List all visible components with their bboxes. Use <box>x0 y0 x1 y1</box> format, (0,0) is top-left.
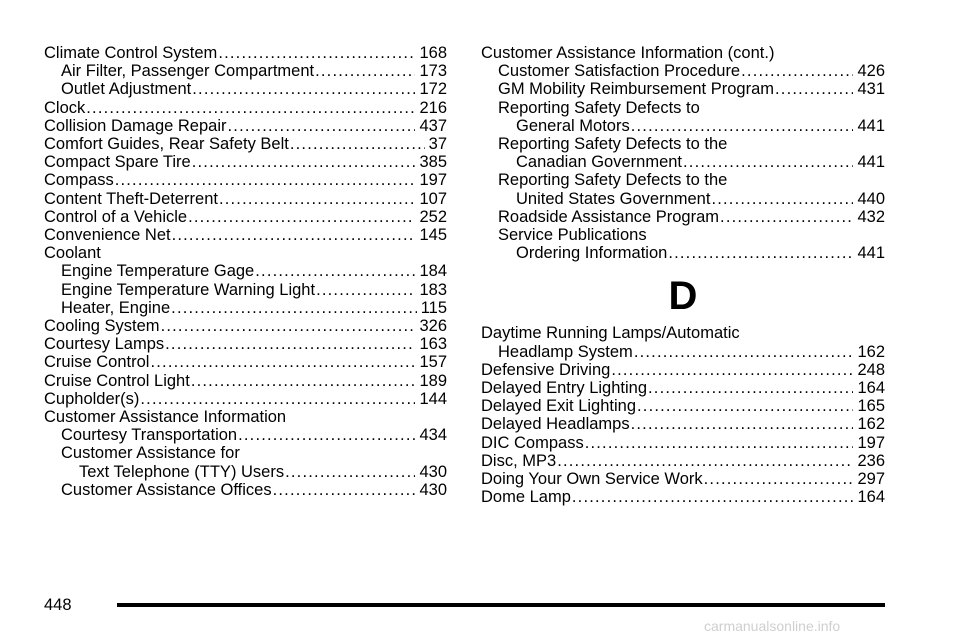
dot-leader <box>637 397 853 415</box>
dot-leader <box>115 171 416 189</box>
index-entry <box>481 470 885 488</box>
index-entry <box>44 463 447 481</box>
index-entry <box>481 415 885 433</box>
index-entry-text: General Motors <box>516 116 630 135</box>
index-entry-page: 430 <box>419 480 447 499</box>
index-entry-page: 441 <box>857 244 885 263</box>
dot-leader <box>668 244 853 262</box>
index-entry-page: 297 <box>857 470 885 489</box>
dot-leader <box>218 44 415 62</box>
index-entry-page: 440 <box>857 189 885 208</box>
index-entry-text: Climate Control System <box>44 44 218 62</box>
index-entry-page: 173 <box>419 62 447 81</box>
index-entry <box>481 434 885 452</box>
index-entry <box>481 324 885 342</box>
index-entry-page: 162 <box>857 415 885 434</box>
index-entry-text: Cooling System <box>44 317 160 336</box>
index-entry <box>481 379 885 397</box>
dot-leader <box>648 379 853 397</box>
index-entry <box>481 153 885 171</box>
dot-leader <box>255 262 415 280</box>
dot-leader <box>316 281 415 299</box>
dot-leader <box>572 488 854 506</box>
index-entry <box>481 135 885 153</box>
index-entry-page: 430 <box>419 462 447 481</box>
index-entry-text: Engine Temperature Gage <box>61 262 255 281</box>
index-entry <box>44 262 447 280</box>
index-entry-text: GM Mobility Reimbursement Program <box>498 80 774 99</box>
dot-leader <box>191 372 416 390</box>
index-entry-text: Delayed Exit Lighting <box>481 397 637 416</box>
index-entry-text: Service Publications <box>498 226 647 245</box>
index-entry <box>44 171 447 189</box>
index-entry <box>481 244 885 262</box>
index-entry-text: Air Filter, Passenger Compartment <box>61 62 315 81</box>
index-entry-text: Reporting Safety Defects to the <box>498 171 728 190</box>
index-entry-page: 145 <box>419 226 447 245</box>
index-entry <box>44 444 447 462</box>
index-entry-text: Dome Lamp <box>481 488 571 507</box>
index-entry-page: 248 <box>857 360 885 379</box>
index-entry-page: 183 <box>419 280 447 299</box>
dot-leader <box>171 299 417 317</box>
dot-leader <box>741 62 853 80</box>
index-entry <box>44 226 447 244</box>
index-entry <box>481 343 885 361</box>
dot-leader <box>192 80 415 98</box>
index-entry-page: 157 <box>419 353 447 372</box>
dot-leader <box>315 62 415 80</box>
dot-leader <box>711 190 853 208</box>
dot-leader <box>290 135 425 153</box>
index-entry-page: 434 <box>419 426 447 445</box>
index-entry-text: Compact Spare Tire <box>44 153 191 172</box>
index-entry-page: 431 <box>857 80 885 99</box>
index-entry-page: 37 <box>428 135 447 154</box>
index-entry <box>481 171 885 189</box>
index-entry <box>44 281 447 299</box>
index-entry-text: Courtesy Lamps <box>44 335 165 354</box>
index-entry-text: Collision Damage Repair <box>44 116 227 135</box>
dot-leader <box>172 226 416 244</box>
index-entry-text: Reporting Safety Defects to <box>498 98 700 117</box>
footer-rule <box>117 603 885 607</box>
dot-leader <box>165 335 415 353</box>
index-column-left <box>44 44 447 499</box>
index-entry <box>44 244 447 262</box>
dot-leader <box>161 317 416 335</box>
index-entry-text: Customer Satisfaction Procedure <box>498 62 741 81</box>
dot-leader <box>683 153 853 171</box>
index-entry <box>481 80 885 98</box>
dot-leader <box>188 208 415 226</box>
index-entry-text: Disc, MP3 <box>481 451 557 470</box>
index-entry-text: Canadian Government <box>516 153 683 172</box>
index-entry-text: Ordering Information <box>516 244 668 263</box>
index-entry <box>481 452 885 470</box>
dot-leader <box>219 190 416 208</box>
index-entry-page: 326 <box>419 317 447 336</box>
index-entry-text: Outlet Adjustment <box>61 80 192 99</box>
dot-leader <box>285 463 415 481</box>
index-entry-page: 164 <box>857 488 885 507</box>
index-entry-page: 426 <box>857 62 885 81</box>
index-entry <box>44 62 447 80</box>
index-entry-text: Customer Assistance Information (cont.) <box>481 44 775 62</box>
index-entry-page: 165 <box>857 397 885 416</box>
index-entry <box>44 44 447 62</box>
index-entry <box>44 80 447 98</box>
index-entry <box>44 335 447 353</box>
index-entry-text: Customer Assistance Information <box>44 408 287 427</box>
dot-leader <box>192 153 416 171</box>
index-entry <box>44 153 447 171</box>
dot-leader <box>720 208 853 226</box>
index-entry-page: 162 <box>857 342 885 361</box>
index-entry-page: 236 <box>857 451 885 470</box>
index-entry-text: Daytime Running Lamps/Automatic <box>481 324 740 343</box>
index-entry-page: 197 <box>419 171 447 190</box>
index-entry <box>481 208 885 226</box>
index-entry-page: 197 <box>857 433 885 452</box>
index-column-right <box>481 44 885 506</box>
dot-leader <box>238 426 415 444</box>
index-entry <box>44 99 447 117</box>
index-entry-page: 441 <box>857 116 885 135</box>
section-heading-d: D <box>668 274 698 319</box>
index-entry-page: 163 <box>419 335 447 354</box>
index-entry-page: 216 <box>419 98 447 117</box>
index-entry <box>44 426 447 444</box>
dot-leader <box>631 415 854 433</box>
index-entry-text: Cruise Control Light <box>44 371 190 390</box>
index-entry-page: 189 <box>419 371 447 390</box>
index-entry <box>44 299 447 317</box>
dot-leader <box>611 361 853 379</box>
index-entry-text: Compass <box>44 171 114 190</box>
index-entry <box>481 190 885 208</box>
index-entry <box>481 361 885 379</box>
index-entry-page: 432 <box>857 207 885 226</box>
index-entry <box>481 488 885 506</box>
dot-leader <box>557 452 853 470</box>
index-entry-text: Content Theft-Deterrent <box>44 189 218 208</box>
index-entry-text: Text Telephone (TTY) Users <box>79 462 285 481</box>
index-entry <box>481 99 885 117</box>
dot-leader <box>631 117 854 135</box>
index-group-d <box>481 324 885 506</box>
watermark: carmanualsonline.info <box>704 618 841 634</box>
index-entry-text: Cruise Control <box>44 353 150 372</box>
index-entry-text: Doing Your Own Service Work <box>481 470 703 489</box>
index-group-customer-assistance-cont <box>481 44 885 262</box>
index-entry-page: 441 <box>857 153 885 172</box>
index-entry-page: 144 <box>419 389 447 408</box>
index-entry-text: Headlamp System <box>498 342 633 361</box>
index-entry-page: 115 <box>420 298 447 317</box>
index-entry <box>44 190 447 208</box>
index-entry <box>44 117 447 135</box>
page-number: 448 <box>44 596 72 614</box>
dot-leader <box>140 390 415 408</box>
index-entry-page: 252 <box>419 207 447 226</box>
index-entry <box>44 135 447 153</box>
dot-leader <box>585 434 854 452</box>
index-entry-text: Heater, Engine <box>61 298 171 317</box>
index-entry-text: Convenience Net <box>44 226 171 245</box>
index-entry <box>44 353 447 371</box>
index-entry-text: Roadside Assistance Program <box>498 207 720 226</box>
dot-leader <box>704 470 854 488</box>
index-entry <box>481 44 885 62</box>
index-entry-page: 172 <box>419 80 447 99</box>
index-entry-text: Delayed Headlamps <box>481 415 630 434</box>
index-entry-page: 164 <box>857 379 885 398</box>
index-entry <box>481 117 885 135</box>
index-entry <box>44 317 447 335</box>
dot-leader <box>86 99 415 117</box>
index-entry <box>481 62 885 80</box>
index-entry <box>481 397 885 415</box>
dot-leader <box>150 353 415 371</box>
index-entry-page: 385 <box>419 153 447 172</box>
dot-leader <box>273 481 416 499</box>
index-entry-text: Coolant <box>44 244 101 263</box>
index-entry <box>44 481 447 499</box>
index-entry-page: 168 <box>419 44 447 62</box>
index-entry-text: Defensive Driving <box>481 360 611 379</box>
index-entry <box>44 408 447 426</box>
index-entry-text: Clock <box>44 98 86 117</box>
index-entry-text: Comfort Guides, Rear Safety Belt <box>44 135 289 154</box>
index-entry <box>44 390 447 408</box>
index-entry <box>44 208 447 226</box>
index-entry-text: Reporting Safety Defects to the <box>498 135 728 154</box>
dot-leader <box>775 80 853 98</box>
index-entry-text: Courtesy Transportation <box>61 426 238 445</box>
index-entry-text: Delayed Entry Lighting <box>481 379 648 398</box>
index-entry-text: Cupholder(s) <box>44 389 140 408</box>
index-entry-page: 107 <box>419 189 447 208</box>
index-entry-text: Engine Temperature Warning Light <box>61 280 316 299</box>
index-entry-text: Customer Assistance Offices <box>61 480 272 499</box>
index-entry-text: Customer Assistance for <box>61 444 240 463</box>
index-entry-page: 437 <box>419 116 447 135</box>
index-entry-page: 184 <box>419 262 447 281</box>
dot-leader <box>228 117 416 135</box>
dot-leader <box>634 343 854 361</box>
index-entry-text: United States Government <box>516 189 711 208</box>
index-entry-text: DIC Compass <box>481 433 584 452</box>
index-entry-text: Control of a Vehicle <box>44 207 188 226</box>
index-entry <box>44 372 447 390</box>
index-entry <box>481 226 885 244</box>
